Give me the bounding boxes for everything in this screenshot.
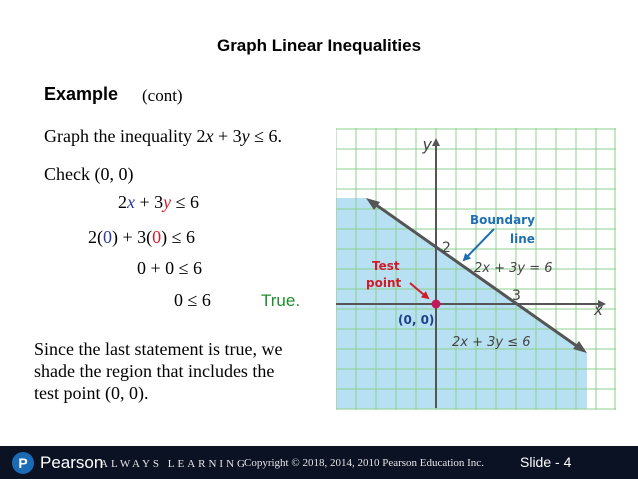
check-line-1-y: y <box>163 192 172 212</box>
problem-statement <box>44 126 282 147</box>
conclusion-line-3: test point (0, 0). <box>34 383 149 403</box>
pearson-brand: Pearson <box>40 453 104 472</box>
check-line-2-a: 2( <box>88 227 103 247</box>
check-line-2-x: 0 <box>103 227 112 247</box>
inequality-graph <box>336 128 616 410</box>
check-line-1-c: ≤ 6 <box>171 192 200 212</box>
check-line-1-x: x <box>127 192 135 212</box>
x-intercept-label: 3 <box>512 288 521 304</box>
conclusion-text <box>34 338 282 404</box>
footer-tagline: ALWAYS LEARNING <box>100 458 248 470</box>
boundary-label-2: line <box>510 232 535 246</box>
test-label-1: Test <box>372 259 400 273</box>
page-title: Graph Linear Inequalities <box>216 36 422 55</box>
boundary-pointer-arrow <box>464 229 494 260</box>
example-label: Example <box>44 84 119 104</box>
conclusion-line-2: shade the region that includes the <box>34 361 275 381</box>
conclusion-line-1: Since the last statement is true, we <box>34 339 283 359</box>
check-line-2-b: ) + 3( <box>112 227 153 247</box>
boundary-label-1: Boundary <box>470 213 535 227</box>
example-cont: (cont) <box>142 86 183 105</box>
statement-suffix: ≤ 6. <box>249 126 283 146</box>
check-line-2-c: ) ≤ 6 <box>161 227 196 247</box>
check-line-2 <box>88 227 195 248</box>
equation-label: 2x + 3y = 6 <box>474 261 553 276</box>
check-line-2-y: 0 <box>152 227 162 247</box>
check-line-3: 0 + 0 ≤ 6 <box>137 258 203 278</box>
test-point <box>432 300 441 309</box>
check-line-4: 0 ≤ 6 <box>174 290 211 310</box>
statement-mid: + 3 <box>213 126 242 146</box>
check-line-1-a: 2 <box>118 192 127 212</box>
statement-y: y <box>241 126 250 146</box>
pearson-logo-icon: P <box>12 452 34 474</box>
y-axis-label: y <box>422 135 432 154</box>
statement-prefix: Graph the inequality 2 <box>44 126 206 146</box>
statement-x: x <box>205 126 214 146</box>
check-verdict: True. <box>261 291 301 310</box>
footer-copyright: Copyright © 2018, 2014, 2010 Pearson Education Inc. <box>244 457 484 469</box>
origin-label: (0, 0) <box>398 313 435 327</box>
check-heading: Check (0, 0) <box>44 164 134 184</box>
check-line-1 <box>118 192 199 213</box>
slide-number: Slide - 4 <box>520 454 572 470</box>
test-label-2: point <box>366 276 402 290</box>
inequality-label: 2x + 3y ≤ 6 <box>452 335 531 350</box>
check-line-1-b: + 3 <box>135 192 164 212</box>
x-axis-label: x <box>594 301 603 319</box>
y-intercept-label: 2 <box>442 240 451 256</box>
